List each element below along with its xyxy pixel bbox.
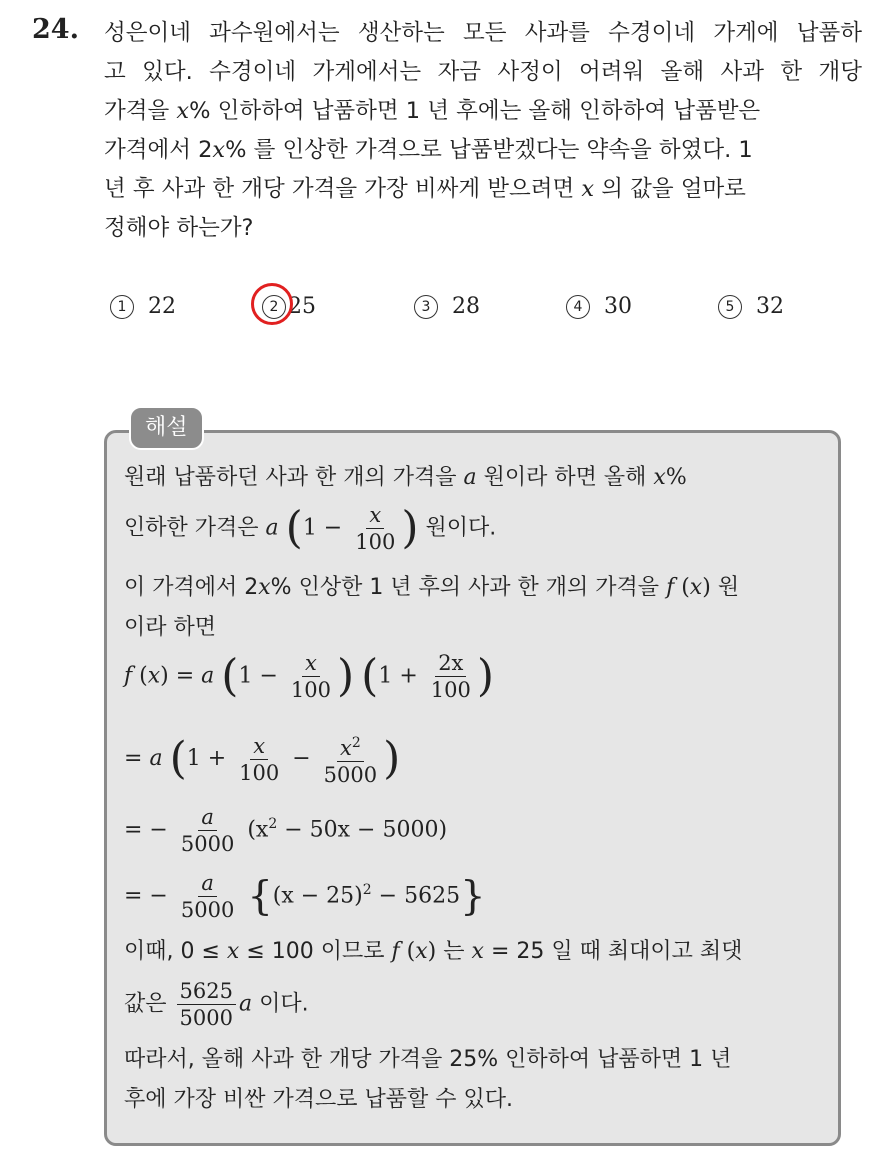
question-line-5 [104, 170, 862, 209]
fraction [288, 650, 334, 703]
math-number: 1 [186, 746, 201, 771]
fraction: $\frac{a}{5000}$ [178, 804, 237, 857]
math-number: 1 [378, 663, 393, 689]
solution-tag: 해설 [129, 406, 204, 450]
solution-line: 인하한 가격은 a (1 − $\frac{x}{100}$ ) 원이다. [124, 502, 497, 554]
variable-x: x [581, 176, 595, 202]
fraction-denominator: 100 [355, 530, 396, 554]
solution-line: 따라서, 올해 사과 한 개당 가격을 25% 인하하여 납품하면 1 년 [124, 1047, 732, 1072]
fraction-denominator: 100 [239, 760, 280, 785]
choice-value: 22 [148, 294, 176, 319]
variable-x: x [369, 503, 382, 527]
solution-line [124, 978, 309, 1031]
solution-text: 원 [717, 575, 740, 600]
fraction-denominator: 5000 [180, 898, 235, 922]
variable-x: x [258, 575, 271, 600]
equation-line-3: = − $\frac{a}{5000}$ $(x^2 - 50x - 5000)$ [124, 805, 448, 856]
fraction-denominator: 100 [290, 678, 331, 702]
paren: ( [285, 502, 303, 554]
choice-1[interactable] [110, 294, 176, 319]
solution-text: = 25 일 때 최대이고 최댓 [490, 939, 743, 964]
solution-text: 이다. [259, 991, 309, 1017]
solution-text: 원래 납품하던 사과 한 개의 가격을 [124, 465, 457, 490]
question-text-span: 년 후 사과 한 개당 가격을 가장 비싸게 받으려면 [104, 176, 575, 202]
choice-value: 28 [452, 294, 480, 319]
question-line-3 [104, 92, 862, 131]
solution-line [124, 460, 687, 491]
solution-text: 원이다. [425, 515, 497, 541]
fraction: $\frac{x^2}{5000}$ [321, 730, 380, 788]
question-line-2: 고 있다. 수경이네 가게에서는 자금 사정이 어려워 올해 사과 한 개당 [104, 59, 862, 85]
choice-4[interactable] [566, 294, 632, 319]
math-expression: − 50x − 5000) [277, 817, 448, 843]
question-text [104, 14, 862, 248]
math-number: 1 [302, 515, 317, 541]
fraction [177, 978, 236, 1031]
choice-3[interactable] [414, 294, 480, 319]
fraction [428, 650, 474, 703]
solution-text: 원이라 하면 올해 [483, 465, 647, 490]
function-f: f [666, 575, 675, 600]
solution-text: 이때, 0 ≤ [124, 939, 220, 964]
choice-number: 4 [566, 295, 590, 319]
fraction-denominator: 100 [430, 678, 471, 702]
solution-text: % 인상한 1 년 후의 사과 한 개의 가격을 [270, 575, 660, 600]
solution-line [124, 570, 739, 601]
math-expression: − 5625 [371, 883, 461, 909]
fraction-denominator: 5000 [179, 1006, 233, 1030]
fraction-numerator: 5625 [177, 978, 236, 1005]
choice-number: 3 [414, 295, 438, 319]
brace: } [460, 873, 486, 920]
choice-value: 30 [604, 294, 632, 319]
question-text-span: % 인하하여 납품하면 1 년 후에는 올해 인하하여 납품받은 [189, 98, 761, 124]
choice-value: 25 [288, 294, 316, 319]
fraction-denominator: 5000 [180, 832, 235, 856]
math-expression: (x − 25) [272, 883, 363, 909]
fraction-denominator: 5000 [323, 763, 378, 787]
solution-text: 이 가격에서 2 [124, 575, 259, 600]
paren: ( [221, 650, 239, 702]
paren: ( [361, 650, 379, 702]
math-paren: (x) [674, 575, 711, 600]
question-line-6: 정해야 하는가? [104, 215, 254, 241]
solution-text: 값은 [124, 991, 167, 1017]
variable-a: a [238, 991, 253, 1017]
choice-number: 2 [262, 295, 286, 319]
variable-x: x [212, 137, 226, 163]
choice-number: 5 [718, 295, 742, 319]
variable-x: x [253, 733, 266, 758]
solution-text: 는 [443, 939, 465, 964]
question-text-span: 가격을 [104, 98, 170, 124]
question-number: 24. [32, 14, 79, 45]
fraction [352, 502, 398, 555]
question-line-1: 성은이네 과수원에서는 생산하는 모든 사과를 수경이네 가게에 납품하 [104, 20, 862, 46]
math-number: 1 [238, 663, 253, 689]
function-f: f [391, 939, 400, 964]
question-line-4 [104, 131, 862, 170]
brace: { [247, 873, 273, 920]
math-expression: (x [247, 817, 269, 843]
paren: ) [476, 650, 495, 702]
variable-x: x [471, 939, 484, 964]
fraction-numerator: 2x [435, 650, 466, 677]
paren: ) [336, 650, 355, 702]
math-paren: (x) [399, 939, 437, 964]
variable-x: x [176, 98, 190, 124]
solution-text: 인하한 가격은 [124, 515, 259, 541]
percent-sign: % [665, 465, 687, 490]
choice-number: 1 [110, 295, 134, 319]
fraction [236, 733, 282, 786]
solution-line [124, 934, 742, 965]
equation-line-2: = a (1 + $\frac{x}{100}$ − $\frac{x^2}{5000}$ ) [124, 730, 400, 788]
question-text-span: 의 값을 얼마로 [601, 176, 746, 202]
variable-a: a [265, 515, 279, 541]
answer-choices [0, 290, 884, 330]
variable-x: x [226, 939, 240, 964]
equation-line-4: = − $\frac{a}{5000}$ $\{(x - 25)^2 - 5625\}$ [124, 871, 486, 922]
question-text-span: 가격에서 2 [104, 137, 213, 163]
fraction: $\frac{a}{5000}$ [178, 870, 237, 923]
variable-x: x [653, 465, 666, 490]
variable-a: a [463, 465, 477, 490]
question-text-span: % 를 인상한 가격으로 납품받겠다는 약속을 하였다. 1 [225, 137, 753, 163]
paren: ) [401, 502, 419, 554]
paren: ) [383, 733, 401, 784]
solution-text: ≤ 100 이므로 [246, 939, 385, 964]
choice-5[interactable] [718, 294, 784, 319]
solution-line: 이라 하면 [124, 615, 217, 640]
variable-x: x [305, 651, 317, 675]
equation-line-1: f (x) = a (1 − $\frac{x}{100}$ ) (1 + $\frac{2x}{100}$ ) [124, 650, 495, 702]
answer-mark-circle [251, 283, 293, 325]
solution-line: 후에 가장 비싼 가격으로 납품할 수 있다. [124, 1087, 513, 1112]
choice-value: 32 [756, 294, 784, 319]
paren: ( [169, 733, 187, 784]
